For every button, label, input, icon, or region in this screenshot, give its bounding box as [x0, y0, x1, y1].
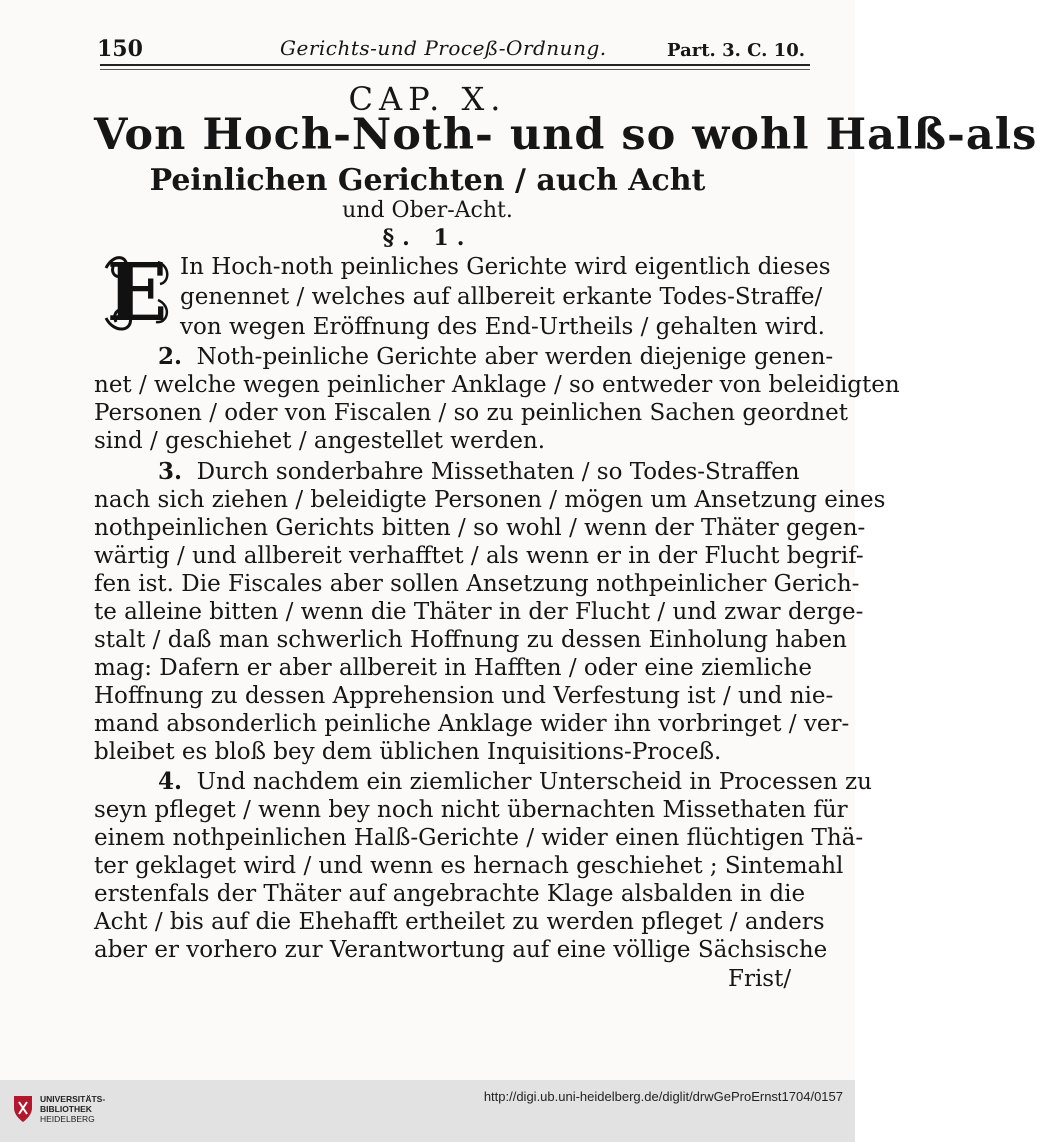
initial-ornament-icon — [100, 245, 174, 339]
paragraph-number: 2. — [158, 343, 183, 370]
text-line: sind / geschiehet / angestellet werden. — [94, 428, 546, 454]
header-rule — [100, 64, 810, 66]
text-line: nach sich ziehen / beleidigte Personen / mögen um Ansetzung eines — [94, 487, 886, 513]
text-line: mag: Dafern er aber allbereit in Hafften / oder eine ziemliche — [94, 655, 812, 681]
text-line: Und nachdem ein ziemlicher Unterscheid in Processen zu — [196, 769, 872, 795]
text-line: ter geklaget wird / und wenn es hernach geschiehet ; Sintemahl — [94, 853, 844, 879]
text-line: genennet / welches auf allbereit erkante Todes-Straffe/ — [180, 284, 823, 310]
paragraph-number: 3. — [158, 458, 183, 485]
text-line: einem nothpeinlichen Halß-Gerichte / wider einen flüchtigen Thä- — [94, 825, 864, 851]
catchword: Frist/ — [728, 966, 792, 992]
paragraph-2 — [158, 343, 833, 371]
text-line: Acht / bis auf die Ehehafft ertheilet zu werden pfleget / anders — [94, 909, 825, 935]
text-line: mand absonderlich peinliche Anklage wider ihn vorbringet / ver- — [94, 711, 850, 737]
text-line: von wegen Eröffnung des End-Urtheils / gehalten wird. — [180, 314, 825, 340]
decorated-initial — [100, 245, 174, 339]
paragraph-number: 4. — [158, 768, 183, 795]
chapter-title-line-3: und Ober-Acht. — [342, 198, 513, 223]
initial-letter: E — [106, 245, 168, 339]
paragraph-3 — [158, 458, 800, 486]
section-mark: §. 1. — [382, 225, 473, 251]
text-line: fen ist. Die Fiscales aber sollen Ansetzung nothpeinlicher Gerich- — [94, 571, 860, 597]
library-name-line-3: HEIDELBERG — [40, 1114, 95, 1124]
library-name — [40, 1094, 105, 1124]
paragraph-4 — [158, 768, 872, 796]
text-line: seyn pfleget / wenn bey noch nicht übernachten Missethaten für — [94, 797, 848, 823]
text-line: nothpeinlichen Gerichts bitten / so wohl / wenn der Thäter gegen- — [94, 515, 866, 541]
text-line: Personen / oder von Fiscalen / so zu peinlichen Sachen geordnet — [94, 400, 848, 426]
text-line: wärtig / und allbereit verhafftet / als wenn er in der Flucht begrif- — [94, 543, 864, 569]
text-line: net / welche wegen peinlicher Anklage / so entweder von beleidigten — [94, 372, 900, 398]
text-line: aber er vorhero zur Verantwortung auf eine völlige Sächsische — [94, 937, 828, 963]
page-number: 150 — [97, 36, 143, 62]
text-line: te alleine bitten / wenn die Thäter in der Flucht / und zwar derge- — [94, 599, 864, 625]
text-line: Noth-peinliche Gerichte aber werden diejenige genen- — [196, 344, 834, 370]
part-reference: Part. 3. C. 10. — [667, 40, 805, 61]
library-name-line-1: UNIVERSITÄTS- — [40, 1094, 106, 1104]
chapter-title-line-1: Von Hoch-Noth- und so wohl Halß-als — [94, 110, 1037, 160]
source-url-link[interactable]: http://digi.ub.uni-heidelberg.de/diglit/drwGeProErnst1704/0157 — [483, 1089, 843, 1104]
text-line: erstenfals der Thäter auf angebrachte Klage alsbalden in die — [94, 881, 806, 907]
running-title: Gerichts-und Proceß-Ordnung. — [280, 36, 607, 60]
text-line: In Hoch-noth peinliches Gerichte wird eigentlich dieses — [180, 254, 831, 280]
chapter-title-line-2: Peinlichen Gerichten / auch Acht — [149, 163, 706, 198]
text-line: Hoffnung zu dessen Apprehension und Verfestung ist / und nie- — [94, 683, 834, 709]
text-line: Durch sonderbahre Missethaten / so Todes-Straffen — [196, 459, 800, 485]
header-rule-thin — [100, 69, 810, 70]
library-name-line-2: BIBLIOTHEK — [40, 1104, 92, 1114]
university-seal-icon — [12, 1094, 34, 1124]
chapter-number: CAP. X. — [348, 80, 507, 118]
text-line: stalt / daß man schwerlich Hoffnung zu dessen Einholung haben — [94, 627, 847, 653]
text-line: bleibet es bloß bey dem üblichen Inquisitions-Proceß. — [94, 739, 722, 765]
